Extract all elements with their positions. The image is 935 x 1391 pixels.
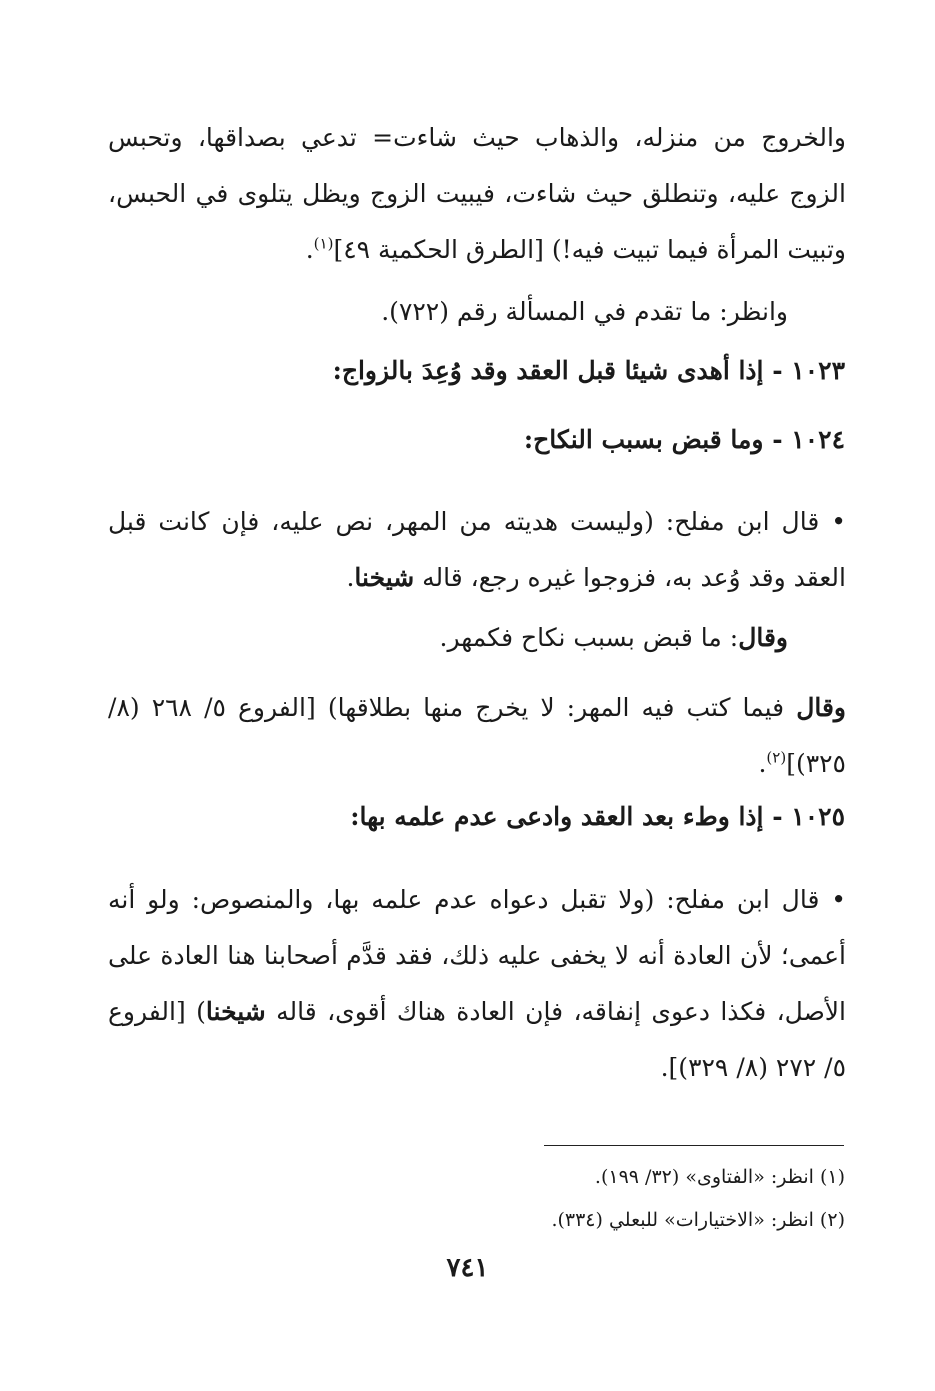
quote-paragraph: [108, 872, 846, 1096]
quote-bold: وقال: [738, 623, 788, 652]
quote-end: .: [758, 749, 767, 778]
footnote-ref-1[interactable]: (١): [313, 234, 334, 253]
paragraph-continuation: [108, 110, 846, 278]
quote-paragraph: [108, 494, 846, 606]
quote-text: • قال ابن مفلح: (وليست هديته من المهر، نص عليه، فإن كانت قبل العقد وقد وُعد به، فزوجوا غيره رجع، قاله: [108, 507, 846, 592]
quote-text: • قال ابن مفلح: (ولا تقبل دعواه عدم علمه بها، والمنصوص: ولو أنه أعمى؛ لأن العادة أنه لا يخفى عليه ذلك، فقد قدَّم أصحابنا هنا العادة على الأصل، فكذا دعوى إنفاقه، فإن العادة هناك أقوى، قاله: [108, 885, 846, 1026]
quote-end: .: [346, 563, 355, 592]
quote-text: فيما كتب فيه المهر: لا يخرج منها بطلاقها) [الفروع ٥/ ٢٦٨ (٨/ ٣٢٥)]: [108, 693, 846, 778]
quote-end: ) [الفروع ٥/ ٢٧٢ (٨/ ٣٢٩)].: [108, 997, 846, 1082]
footnote-2: (٢) انظر: «الاختيارات» للبعلي (٣٣٤).: [551, 1209, 845, 1231]
page-number: ٧٤١: [446, 1253, 489, 1283]
quote-paragraph: [108, 680, 846, 792]
quote-bold: وقال: [796, 693, 846, 722]
quote-paragraph: [108, 610, 788, 666]
quote-text: : ما قبض بسبب نكاح فكمهر.: [439, 623, 739, 652]
footnote-1: (١) انظر: «الفتاوى» (٣٢/ ١٩٩).: [594, 1166, 845, 1188]
footnote-ref-2[interactable]: (٢): [766, 748, 787, 767]
footnote-separator: [544, 1145, 844, 1146]
paragraph-end: .: [305, 235, 314, 264]
issue-heading-1025: ١٠٢٥ - إذا وطء بعد العقد وادعى عدم علمه بها:: [350, 802, 845, 831]
issue-heading-1024: ١٠٢٤ - وما قبض بسبب النكاح:: [523, 425, 845, 454]
see-also-paragraph: وانظر: ما تقدم في المسألة رقم (٧٢٢).: [381, 297, 788, 326]
paragraph-text: والخروج من منزله، والذهاب حيث شاءت= تدعي بصداقها، وتحبس الزوج عليه، وتنطلق حيث شاءت، فيبيت الزوج ويظل يتلوى في الحبس، وتبيت المرأة فيما تبيت فيه!) [الطرق الحكمية ٤٩]: [108, 123, 846, 264]
issue-heading-1023: ١٠٢٣ - إذا أهدى شيئا قبل العقد وقد وُعِدَ بالزواج:: [332, 356, 845, 385]
quote-bold: شيخنا: [354, 563, 415, 592]
quote-bold: شيخنا: [205, 997, 266, 1026]
